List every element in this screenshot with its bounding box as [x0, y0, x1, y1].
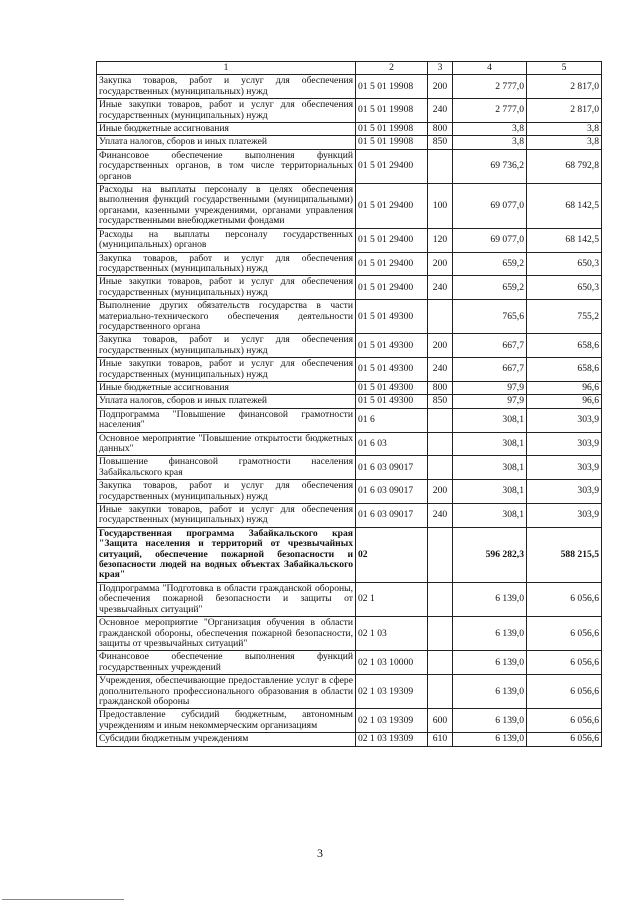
row-vr-cell: 240 [428, 99, 453, 123]
row-vr-cell [428, 617, 453, 651]
row-2019-value-cell: 6 139,0 [453, 651, 527, 675]
row-name-cell: Иные закупки товаров, работ и услуг для обеспечения государственных (муниципальных) нужд [97, 276, 356, 300]
page-number: 3 [317, 846, 323, 860]
table-row [97, 334, 602, 358]
row-name-cell: Иные бюджетные ассигнования [97, 123, 356, 136]
row-code-cell: 01 5 01 19908 [356, 99, 428, 123]
row-code-cell: 01 5 01 29400 [356, 228, 428, 252]
row-code-cell: 02 1 03 19309 [356, 675, 428, 709]
row-code-cell: 01 5 01 19908 [356, 75, 428, 99]
row-2020-value-cell: 6 056,6 [527, 733, 602, 746]
row-vr-cell: 850 [428, 395, 453, 408]
row-2020-value-cell: 650,3 [527, 252, 602, 276]
row-name-cell: Предоставление субсидий бюджетным, автономным учреждениям и иным некоммерческим организациям [97, 709, 356, 733]
row-2019-value-cell: 596 282,3 [453, 527, 527, 582]
table-row [97, 456, 602, 480]
row-name-cell: Уплата налогов, сборов и иных платежей [97, 395, 356, 408]
row-2020-value-cell: 658,6 [527, 334, 602, 358]
row-2020-value-cell: 303,9 [527, 456, 602, 480]
row-code-cell: 01 5 01 49300 [356, 334, 428, 358]
header-col-5: 5 [527, 62, 602, 75]
row-2020-value-cell: 68 792,8 [527, 149, 602, 183]
header-col-4: 4 [453, 62, 527, 75]
table-row [97, 432, 602, 456]
row-2019-value-cell: 97,9 [453, 381, 527, 394]
row-2019-value-cell: 6 139,0 [453, 709, 527, 733]
budget-table-sheet [96, 61, 601, 747]
row-2019-value-cell: 308,1 [453, 432, 527, 456]
table-row [97, 358, 602, 382]
header-col-3: 3 [428, 62, 453, 75]
row-code-cell: 01 5 01 19908 [356, 123, 428, 136]
table-row [97, 408, 602, 432]
row-code-cell: 02 1 03 19309 [356, 733, 428, 746]
row-code-cell: 02 1 03 [356, 617, 428, 651]
row-name-cell: Иные закупки товаров, работ и услуг для обеспечения государственных (муниципальных) нужд [97, 358, 356, 382]
row-2019-value-cell: 3,8 [453, 136, 527, 149]
table-header-row [97, 62, 602, 75]
row-2020-value-cell: 588 215,5 [527, 527, 602, 582]
row-code-cell: 01 5 01 29400 [356, 276, 428, 300]
row-name-cell: Закупка товаров, работ и услуг для обеспечения государственных (муниципальных) нужд [97, 480, 356, 504]
row-2019-value-cell: 308,1 [453, 480, 527, 504]
row-name-cell: Закупка товаров, работ и услуг для обеспечения государственных (муниципальных) нужд [97, 334, 356, 358]
budget-table-body [97, 62, 602, 747]
table-row [97, 123, 602, 136]
row-vr-cell [428, 456, 453, 480]
row-2020-value-cell: 68 142,5 [527, 184, 602, 229]
row-2019-value-cell: 69 077,0 [453, 184, 527, 229]
table-row [97, 149, 602, 183]
header-col-2: 2 [356, 62, 428, 75]
row-name-cell: Закупка товаров, работ и услуг для обеспечения государственных (муниципальных) нужд [97, 75, 356, 99]
row-code-cell: 01 5 01 29400 [356, 149, 428, 183]
row-2019-value-cell: 659,2 [453, 276, 527, 300]
row-name-cell: Повышение финансовой грамотности населения Забайкальского края [97, 456, 356, 480]
row-vr-cell: 200 [428, 480, 453, 504]
row-name-cell: Иные закупки товаров, работ и услуг для обеспечения государственных (муниципальных) нужд [97, 99, 356, 123]
row-code-cell: 01 5 01 29400 [356, 252, 428, 276]
row-2019-value-cell: 308,1 [453, 408, 527, 432]
row-code-cell: 02 1 03 10000 [356, 651, 428, 675]
row-vr-cell: 100 [428, 184, 453, 229]
row-code-cell: 01 5 01 49300 [356, 381, 428, 394]
row-code-cell: 01 6 03 09017 [356, 480, 428, 504]
row-2020-value-cell: 6 056,6 [527, 582, 602, 616]
row-vr-cell: 200 [428, 334, 453, 358]
row-vr-cell [428, 149, 453, 183]
row-2020-value-cell: 6 056,6 [527, 651, 602, 675]
row-vr-cell [428, 300, 453, 334]
table-row [97, 381, 602, 394]
table-row [97, 617, 602, 651]
row-vr-cell: 240 [428, 358, 453, 382]
row-2020-value-cell: 303,9 [527, 504, 602, 528]
row-vr-cell [428, 582, 453, 616]
row-vr-cell [428, 675, 453, 709]
row-vr-cell: 240 [428, 504, 453, 528]
row-2020-value-cell: 6 056,6 [527, 709, 602, 733]
row-code-cell: 01 6 [356, 408, 428, 432]
row-vr-cell: 850 [428, 136, 453, 149]
table-row [97, 709, 602, 733]
row-vr-cell: 610 [428, 733, 453, 746]
row-2019-value-cell: 765,6 [453, 300, 527, 334]
row-vr-cell: 240 [428, 276, 453, 300]
table-row [97, 99, 602, 123]
table-row [97, 582, 602, 616]
row-2019-value-cell: 667,7 [453, 334, 527, 358]
row-vr-cell: 800 [428, 123, 453, 136]
row-2019-value-cell: 2 777,0 [453, 75, 527, 99]
table-row [97, 300, 602, 334]
row-code-cell: 01 6 03 09017 [356, 504, 428, 528]
row-vr-cell [428, 408, 453, 432]
row-2020-value-cell: 755,2 [527, 300, 602, 334]
row-vr-cell [428, 651, 453, 675]
row-2020-value-cell: 650,3 [527, 276, 602, 300]
footer-rule [2, 899, 124, 900]
table-row [97, 252, 602, 276]
table-row [97, 651, 602, 675]
row-name-cell: Выполнение других обязательств государства в части материально-технического обеспечения деятельности государственного органа [97, 300, 356, 334]
row-name-cell: Финансовое обеспечение выполнения функций государственных органов, в том числе территориальных органов [97, 149, 356, 183]
row-code-cell: 02 1 [356, 582, 428, 616]
budget-table [96, 61, 602, 747]
table-row [97, 228, 602, 252]
row-2019-value-cell: 667,7 [453, 358, 527, 382]
table-row [97, 527, 602, 582]
row-vr-cell: 200 [428, 252, 453, 276]
row-2019-value-cell: 2 777,0 [453, 99, 527, 123]
row-name-cell: Учреждения, обеспечивающие предоставление услуг в сфере дополнительного профессионального образования в области гражданской обороны [97, 675, 356, 709]
row-name-cell: Уплата налогов, сборов и иных платежей [97, 136, 356, 149]
table-row [97, 395, 602, 408]
row-vr-cell: 800 [428, 381, 453, 394]
row-name-cell: Подпрограмма "Повышение финансовой грамотности населения" [97, 408, 356, 432]
header-col-1: 1 [97, 62, 356, 75]
row-code-cell: 02 1 03 19309 [356, 709, 428, 733]
row-2020-value-cell: 2 817,0 [527, 75, 602, 99]
row-name-cell: Основное мероприятие "Организация обучения в области гражданской обороны, обеспечения пожарной безопасности, защиты от чрезвычайных ситуаций" [97, 617, 356, 651]
row-name-cell: Подпрограмма "Подготовка в области гражданской обороны, обеспечения пожарной безопасности и защиты от чрезвычайных ситуаций" [97, 582, 356, 616]
row-2020-value-cell: 6 056,6 [527, 617, 602, 651]
row-2020-value-cell: 2 817,0 [527, 99, 602, 123]
row-vr-cell: 200 [428, 75, 453, 99]
row-2020-value-cell: 96,6 [527, 395, 602, 408]
row-2019-value-cell: 308,1 [453, 456, 527, 480]
table-row [97, 184, 602, 229]
table-row [97, 480, 602, 504]
row-2019-value-cell: 6 139,0 [453, 675, 527, 709]
row-code-cell: 01 5 01 49300 [356, 395, 428, 408]
row-name-cell: Закупка товаров, работ и услуг для обеспечения государственных (муниципальных) нужд [97, 252, 356, 276]
row-2020-value-cell: 68 142,5 [527, 228, 602, 252]
table-row [97, 136, 602, 149]
row-2020-value-cell: 303,9 [527, 432, 602, 456]
table-row [97, 675, 602, 709]
row-name-cell: Расходы на выплаты персоналу в целях обеспечения выполнения функций государственными (муниципальными) органами, казенными учреждениями, органами управления государственными внебюджетными фондами [97, 184, 356, 229]
row-name-cell: Иные бюджетные ассигнования [97, 381, 356, 394]
row-2020-value-cell: 96,6 [527, 381, 602, 394]
row-2019-value-cell: 308,1 [453, 504, 527, 528]
row-vr-cell: 600 [428, 709, 453, 733]
row-vr-cell [428, 432, 453, 456]
row-2020-value-cell: 3,8 [527, 136, 602, 149]
row-code-cell: 01 5 01 19908 [356, 136, 428, 149]
row-name-cell: Основное мероприятие "Повышение открытости бюджетных данных" [97, 432, 356, 456]
row-code-cell: 01 5 01 49300 [356, 358, 428, 382]
row-name-cell: Государственная программа Забайкальского края "Защита населения и территорий от чрезвычайных ситуаций, обеспечение пожарной безопасности и безопасности людей на водных объектах Забайкальского края" [97, 527, 356, 582]
row-name-cell: Расходы на выплаты персоналу государственных (муниципальных) органов [97, 228, 356, 252]
table-row [97, 276, 602, 300]
row-2020-value-cell: 658,6 [527, 358, 602, 382]
row-2019-value-cell: 69 077,0 [453, 228, 527, 252]
row-code-cell: 01 5 01 29400 [356, 184, 428, 229]
row-name-cell: Финансовое обеспечение выполнения функций государственных учреждений [97, 651, 356, 675]
row-code-cell: 01 6 03 [356, 432, 428, 456]
row-code-cell: 01 6 03 09017 [356, 456, 428, 480]
row-2020-value-cell: 303,9 [527, 408, 602, 432]
table-row [97, 504, 602, 528]
row-2019-value-cell: 6 139,0 [453, 617, 527, 651]
row-2020-value-cell: 6 056,6 [527, 675, 602, 709]
row-2019-value-cell: 6 139,0 [453, 582, 527, 616]
row-name-cell: Субсидии бюджетным учреждениям [97, 733, 356, 746]
row-vr-cell [428, 527, 453, 582]
row-name-cell: Иные закупки товаров, работ и услуг для обеспечения государственных (муниципальных) нужд [97, 504, 356, 528]
row-2019-value-cell: 97,9 [453, 395, 527, 408]
row-2020-value-cell: 3,8 [527, 123, 602, 136]
row-2019-value-cell: 6 139,0 [453, 733, 527, 746]
table-row [97, 75, 602, 99]
row-2019-value-cell: 3,8 [453, 123, 527, 136]
row-code-cell: 01 5 01 49300 [356, 300, 428, 334]
row-vr-cell: 120 [428, 228, 453, 252]
table-row [97, 733, 602, 746]
row-code-cell: 02 [356, 527, 428, 582]
row-2019-value-cell: 659,2 [453, 252, 527, 276]
row-2020-value-cell: 303,9 [527, 480, 602, 504]
row-2019-value-cell: 69 736,2 [453, 149, 527, 183]
